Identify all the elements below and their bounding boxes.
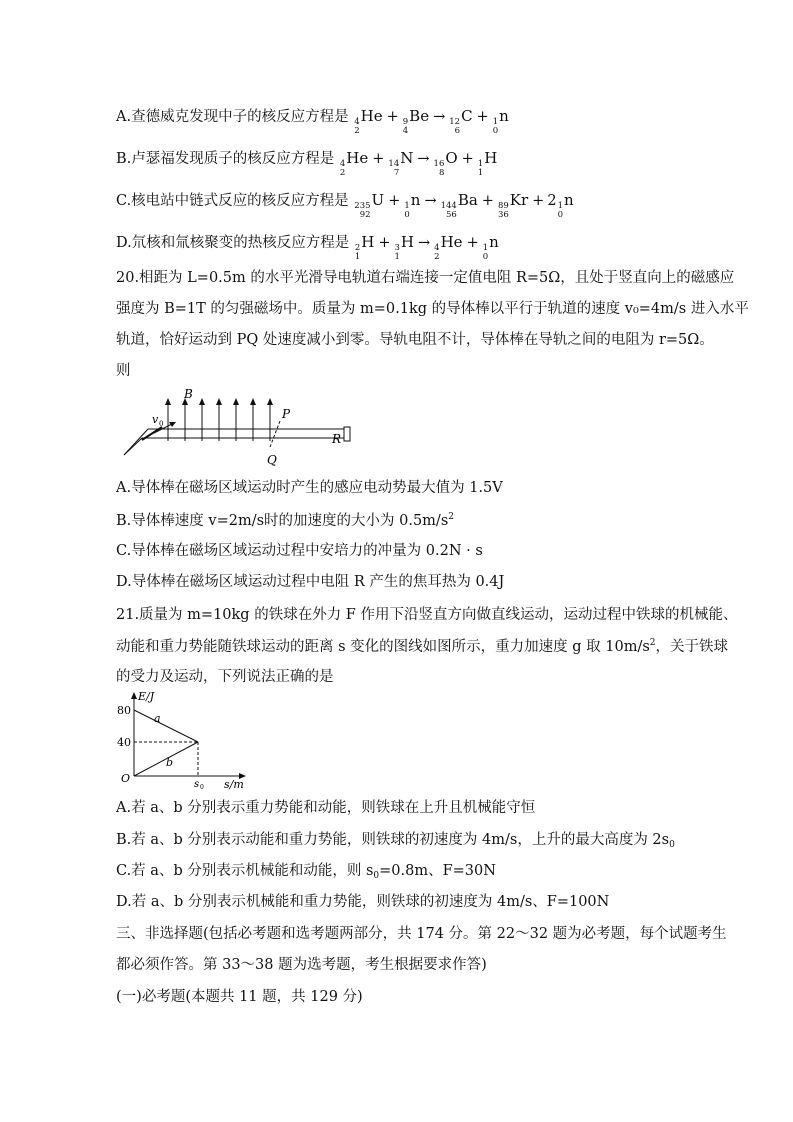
graph-x-label: s/m [224,778,244,790]
q19-option-b: B.卢瑟福发现质子的核反应方程是 4 2 He + 14 7 N → 16 8 O + 1 1 H [116,149,498,178]
nuclear-equation-d: 2 1 H + 3 1 H → 4 2 He + 1 0 n [354,233,499,262]
graph-tick-80: 80 [117,704,131,717]
q21-option-a: A.若 a、b 分别表示重力势能和动能，则铁球在上升且机械能守恒 [116,800,536,816]
q19-option-c: C.核电站中链式反应的核反应方程是 235 92 U + 1 0 n → 144 56 Ba + 89 36 Kr + 2 1 0 n [116,191,574,220]
q20-option-a: A.导体棒在磁场区域运动时产生的感应电动势最大值为 1.5V [116,480,503,496]
section3-line-1: 三、非选择题(包括必考题和选考题两部分，共 174 分。第 22～32 题为必考题，每个试题考生 [116,926,727,942]
q20-option-c: C.导体棒在磁场区域运动过程中安培力的冲量为 0.2N · s [116,543,483,559]
q21-stem-line-2: 动能和重力势能随铁球运动的距离 s 变化的图线如图所示，重力加速度 g 取 $10m/s^2$，关于铁球 [116,638,729,655]
q21-option-c: C.若 a、b 分别表示机械能和动能，则 $s_0=0.8m$、F=30N [116,863,496,881]
q20-rail-figure [120,385,360,470]
q21-energy-graph [114,690,254,790]
nuclear-equation-b: 4 2 He + 14 7 N → 16 8 O + 1 1 H [339,149,498,178]
graph-s0-label: s [194,779,200,790]
q21-option-d: D.若 a、b 分别表示机械能和重力势能，则铁球的初速度为 4m/s、F=100N [116,894,610,910]
label-q: Q [267,453,277,467]
nuclear-equation-a: 4 2 He + 9 4 Be → 12 6 C + 1 0 n [354,107,509,136]
q20-stem-line-1: 20.相距为 L=0.5m 的水平光滑导电轨道右端连接一定值电阻 R=5Ω，且处于竖直向上的磁感应 [116,270,735,286]
label-v: v [152,413,159,426]
graph-origin: O [121,772,131,785]
q19-option-a: A.查德威克发现中子的核反应方程是 4 2 He + 9 4 Be → 12 6 C + 1 0 n [116,107,509,136]
q21-stem-line-1: 21.质量为 m=10kg 的铁球在外力 F 作用下沿竖直方向做直线运动，运动过程中铁球的机械能、 [116,607,738,623]
graph-line-b-label: b [166,756,174,769]
label-r: R [332,432,342,446]
q20-option-d: D.导体棒在磁场区域运动过程中电阻 R 产生的焦耳热为 0.4J [116,574,505,590]
graph-tick-40: 40 [117,736,131,749]
label-v-sub: 0 [159,420,164,428]
section3-line-3: (一)必考题(本题共 11 题，共 129 分) [116,989,363,1005]
q20-option-b: B.导体棒速度 v=2m/s时的加速度的大小为 $0.5m/s^2$ [116,512,454,529]
graph-line-a-label: a [154,712,161,725]
q20-stem-line-3: 轨道，恰好运动到 PQ 处速度减小到零。导轨电阻不计，导体棒在导轨之间的电阻为 r=5Ω。 [116,332,714,348]
q21-option-b: B.若 a、b 分别表示动能和重力势能，则铁球的初速度为 4m/s，上升的最大高度为 $2s_0$ [116,832,675,850]
label-p: P [282,407,291,421]
section3-line-2: 都必须作答。第 33～38 题为选考题，考生根据要求作答) [116,957,487,973]
q20-stem-line-4: 则 [116,363,131,379]
nuclear-equation-c: 235 92 U + 1 0 n → 144 56 Ba + 89 36 Kr + 2 1 0 n [354,191,574,220]
label-b: B [184,387,193,401]
q21-stem-line-3: 的受力及运动，下列说法正确的是 [116,669,334,685]
graph-s0-sub: 0 [200,784,204,790]
q20-stem-line-2: 强度为 B=1T 的匀强磁场中。质量为 m=0.1kg 的导体棒以平行于轨道的速度 v₀=4m/s 进入水平 [116,301,749,317]
graph-y-label: E/J [138,690,155,703]
q19-option-d: D.氘核和氚核聚变的热核反应方程是 2 1 H + 3 1 H → 4 2 He + 1 0 n [116,233,499,262]
